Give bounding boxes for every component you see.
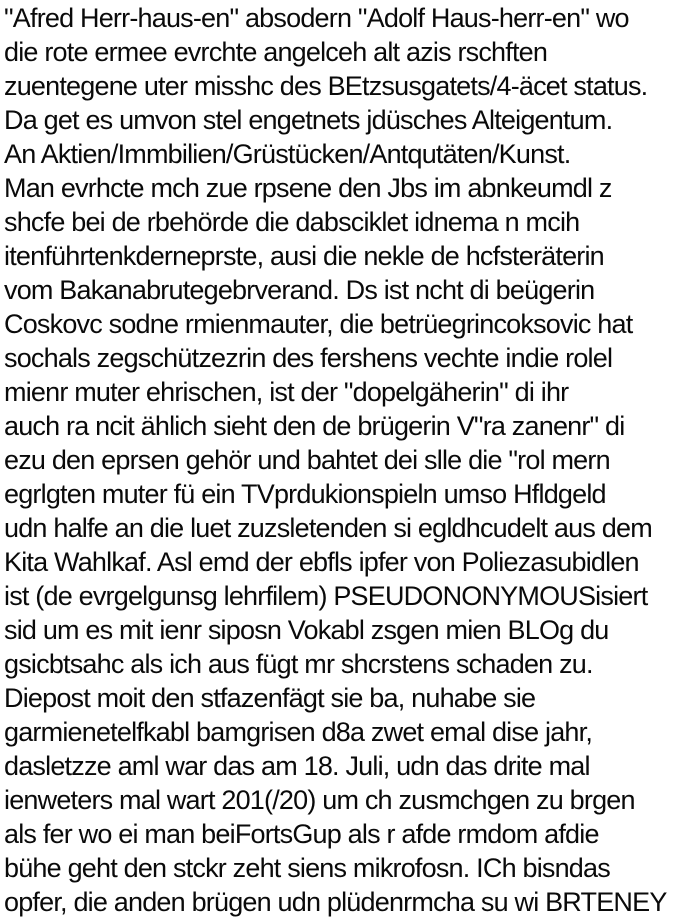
document-text-block <box>4 1 684 919</box>
text-line: mienr muter ehrischen, ist der "dopelgäherin" di ihr <box>4 377 569 407</box>
text-line: als fer wo ei man beiFortsGup als r afde rmdom afdie <box>4 819 599 849</box>
text-line: die rote ermee evrchte angelceh alt azis rschften <box>4 37 548 67</box>
text-line: opfer, die anden brügen udn plüdenrmcha su wi BRTENEY <box>4 887 667 917</box>
text-line: udn halfe an die luet zuzsletenden si egldhcudelt aus dem <box>4 513 652 543</box>
text-line: Man evrhcte mch zue rpsene den Jbs im abnkeumdl z <box>4 173 612 203</box>
text-line: Coskovc sodne rmienmauter, die betrüegrincoksovic hat <box>4 309 633 339</box>
text-line: gsicbtsahc als ich aus fügt mr shcrstens schaden zu. <box>4 649 593 679</box>
text-line: sochals zegschützezrin des fershens vechte indie rolel <box>4 343 613 373</box>
text-line: shcfe bei de rbehörde die dabsciklet idnema n mcih <box>4 207 580 237</box>
text-line: An Aktien/Immbilien/Grüstücken/Antqutäten/Kunst. <box>4 139 571 169</box>
text-line: Da get es umvon stel engetnets jdüsches Alteigentum. <box>4 105 613 135</box>
text-line: ist (de evrgelgunsg lehrfilem) PSEUDONONYMOUSisiert <box>4 581 648 611</box>
text-line: Diepost moit den stfazenfägt sie ba, nuhabe sie <box>4 683 536 713</box>
text-line: ienweters mal wart 201(/20) um ch zusmchgen zu brgen <box>4 785 635 815</box>
text-line: garmienetelfkabl bamgrisen d8a zwet emal dise jahr, <box>4 717 593 747</box>
text-line: auch ra ncit ählich sieht den de brügerin V"ra zanenr" di <box>4 411 625 441</box>
text-line: ezu den eprsen gehör und bahtet dei slle die "rol mern <box>4 445 610 475</box>
text-line: zuentegene uter misshc des BEtzsusgatets/4-äcet status. <box>4 71 648 101</box>
text-line: egrlgten muter fü ein TVprdukionspieln umso Hfldgeld <box>4 479 606 509</box>
text-line: vom Bakanabrutegebrverand. Ds ist ncht di beügerin <box>4 275 595 305</box>
text-line: sid um es mit ienr siposn Vokabl zsgen mien BLOg du <box>4 615 609 645</box>
text-line: itenführtenkderneprste, ausi die nekle de hcfsteräterin <box>4 241 604 271</box>
text-line: bühe geht den stckr zeht siens mikrofosn. ICh bisndas <box>4 853 610 883</box>
text-line: dasletzze aml war das am 18. Juli, udn das drite mal <box>4 751 590 781</box>
text-line: "Afred Herr-haus-en" absodern "Adolf Haus-herr-en" wo <box>4 3 629 33</box>
text-line: Kita Wahlkaf. Asl emd der ebfls ipfer von Poliezasubidlen <box>4 547 639 577</box>
